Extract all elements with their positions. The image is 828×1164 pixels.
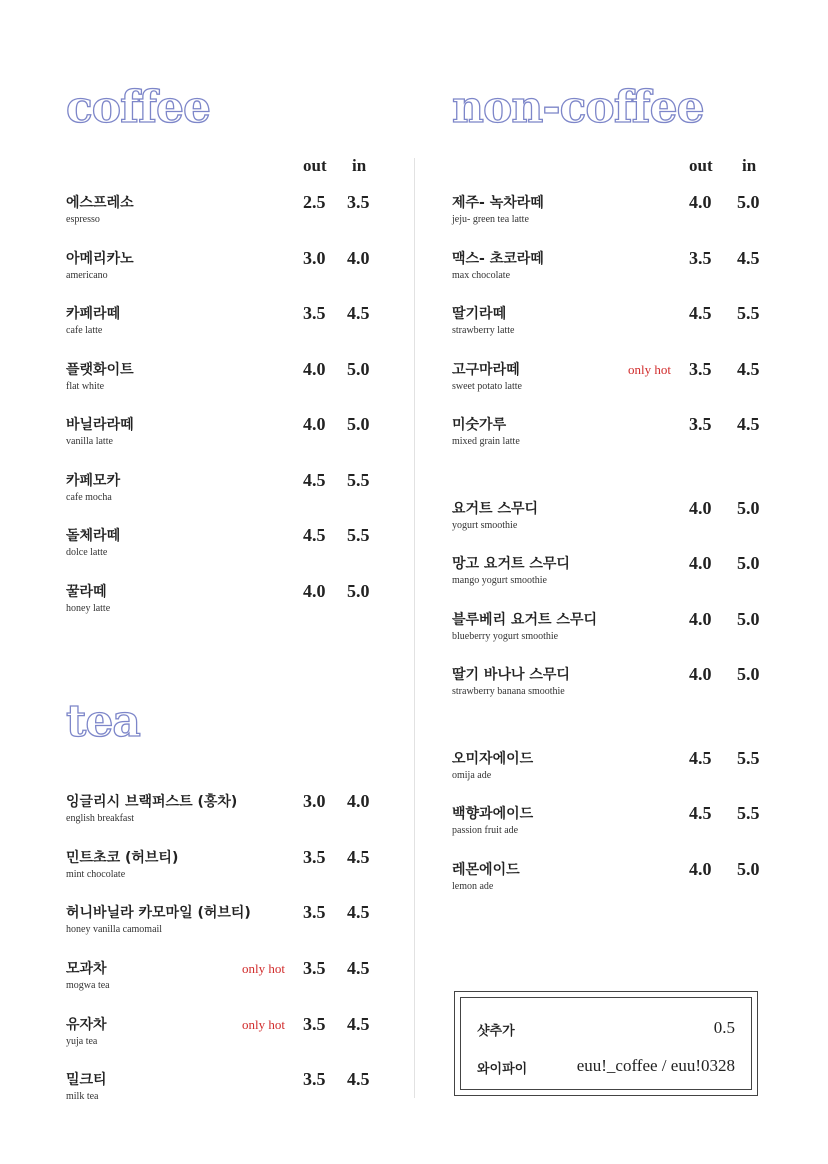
price-in: 5.0 xyxy=(737,664,760,684)
column-divider xyxy=(414,158,415,1098)
item-name-ko: 플랫화이트 xyxy=(66,362,134,378)
price-in: 5.0 xyxy=(737,192,760,212)
menu-item xyxy=(66,470,376,514)
item-name-ko: 카페모카 xyxy=(66,473,121,489)
menu-item xyxy=(66,581,376,625)
price-in: 3.5 xyxy=(347,192,370,212)
item-name-en: omija ade xyxy=(452,770,492,781)
coffee-in-header: in xyxy=(352,156,367,175)
wifi-row xyxy=(477,1056,735,1076)
item-name-ko: 꿀라떼 xyxy=(66,584,107,600)
price-in: 4.0 xyxy=(347,248,370,268)
item-name-en: dolce latte xyxy=(66,547,108,558)
price-in: 4.5 xyxy=(347,1014,370,1034)
item-name-ko: 카페라떼 xyxy=(66,306,121,322)
menu-item xyxy=(66,525,376,569)
item-name-ko: 고구마라떼 xyxy=(452,362,520,378)
item-name-ko: 요거트 스무디 xyxy=(452,501,539,517)
menu-item xyxy=(66,192,376,236)
price-in: 5.5 xyxy=(737,748,760,768)
item-name-en: milk tea xyxy=(66,1091,99,1102)
item-name-ko: 잉글리시 브랙퍼스트 (홍차) xyxy=(66,794,238,810)
item-name-ko: 허니바닐라 카모마일 (허브티) xyxy=(66,905,251,921)
menu-item xyxy=(66,902,376,946)
price-in: 4.5 xyxy=(347,847,370,867)
price-in: 5.0 xyxy=(737,553,760,573)
price-out: 3.0 xyxy=(303,791,326,811)
item-name-en: yuja tea xyxy=(66,1036,98,1047)
price-in: 5.0 xyxy=(737,609,760,629)
menu-item xyxy=(452,498,772,542)
item-name-en: max chocolate xyxy=(452,270,511,281)
item-name-ko: 백향과에이드 xyxy=(452,806,534,822)
price-out: 3.5 xyxy=(303,303,326,323)
menu-item xyxy=(452,553,772,597)
price-in: 4.5 xyxy=(347,1069,370,1089)
price-out: 4.5 xyxy=(689,303,712,323)
item-name-en: mint chocolate xyxy=(66,869,126,880)
menu-item xyxy=(66,248,376,292)
item-name-en: mixed grain latte xyxy=(452,436,520,447)
item-name-ko: 바닐라라떼 xyxy=(66,417,134,433)
menu-item xyxy=(452,303,772,347)
item-name-en: strawberry latte xyxy=(452,325,515,336)
item-name-en: mango yogurt smoothie xyxy=(452,575,547,586)
item-name-en: honey vanilla camomail xyxy=(66,924,163,935)
price-out: 4.0 xyxy=(689,192,712,212)
price-out: 4.0 xyxy=(303,581,326,601)
price-in: 5.0 xyxy=(347,359,370,379)
menu-item xyxy=(66,1014,376,1058)
price-in: 5.0 xyxy=(347,414,370,434)
menu-item xyxy=(66,958,376,1002)
wifi-label: 와이파이 xyxy=(477,1062,528,1077)
price-out: 3.5 xyxy=(303,1014,326,1034)
menu-item xyxy=(66,414,376,458)
price-out: 3.5 xyxy=(303,958,326,978)
menu-item xyxy=(66,303,376,347)
noncoffee-in-header: in xyxy=(742,156,757,175)
item-name-en: americano xyxy=(66,270,108,281)
price-out: 4.5 xyxy=(689,803,712,823)
menu-item xyxy=(452,414,772,458)
price-in: 5.0 xyxy=(737,859,760,879)
menu-item xyxy=(66,359,376,403)
only-hot-note: only hot xyxy=(242,961,285,976)
price-out: 4.0 xyxy=(303,414,326,434)
item-name-ko: 돌체라떼 xyxy=(66,528,121,544)
menu-item xyxy=(452,609,772,653)
item-name-en: english breakfast xyxy=(66,813,135,824)
price-in: 5.0 xyxy=(347,581,370,601)
shot-price: 0.5 xyxy=(713,1018,735,1037)
item-name-en: sweet potato latte xyxy=(452,381,522,392)
price-out: 4.0 xyxy=(689,498,712,518)
item-name-en: blueberry yogurt smoothie xyxy=(452,631,559,642)
price-in: 4.5 xyxy=(347,902,370,922)
item-name-ko: 모과차 xyxy=(66,961,107,977)
price-in: 4.5 xyxy=(737,414,760,434)
price-out: 4.0 xyxy=(689,664,712,684)
menu-item xyxy=(66,1069,376,1113)
item-name-en: strawberry banana smoothie xyxy=(452,686,565,697)
price-out: 4.5 xyxy=(303,525,326,545)
shot-row xyxy=(477,1018,735,1038)
item-name-ko: 레몬에이드 xyxy=(452,862,520,878)
item-name-ko: 아메리카노 xyxy=(66,251,134,267)
menu-item xyxy=(452,748,772,792)
item-name-en: lemon ade xyxy=(452,881,494,892)
item-name-en: flat white xyxy=(66,381,105,392)
price-out: 4.5 xyxy=(689,748,712,768)
item-name-ko: 미숫가루 xyxy=(452,417,507,433)
menu-item xyxy=(452,359,772,403)
item-name-ko: 오미자에이드 xyxy=(452,751,534,767)
item-name-ko: 블루베리 요거트 스무디 xyxy=(452,612,597,628)
price-out: 3.5 xyxy=(303,847,326,867)
price-out: 2.5 xyxy=(303,192,326,212)
item-name-ko: 딸기 바나나 스무디 xyxy=(452,667,570,683)
tea-section-title: tea xyxy=(66,696,140,747)
item-name-ko: 유자차 xyxy=(66,1017,107,1033)
shot-label: 샷추가 xyxy=(477,1024,515,1039)
item-name-en: vanilla latte xyxy=(66,436,113,447)
item-name-en: cafe latte xyxy=(66,325,103,336)
info-box xyxy=(454,991,758,1096)
price-out: 3.5 xyxy=(689,248,712,268)
menu-item xyxy=(66,791,376,835)
item-name-ko: 망고 요거트 스무디 xyxy=(452,556,570,572)
item-name-en: jeju- green tea latte xyxy=(452,214,529,225)
price-in: 5.0 xyxy=(737,498,760,518)
item-name-en: passion fruit ade xyxy=(452,825,519,836)
price-in: 4.0 xyxy=(347,791,370,811)
price-out: 4.5 xyxy=(303,470,326,490)
item-name-en: yogurt smoothie xyxy=(452,520,518,531)
price-in: 5.5 xyxy=(737,303,760,323)
noncoffee-section-title: non-coffee xyxy=(452,82,704,133)
price-out: 4.0 xyxy=(689,859,712,879)
price-in: 4.5 xyxy=(737,248,760,268)
price-in: 5.5 xyxy=(347,470,370,490)
info-box-inner-border xyxy=(460,997,752,1090)
price-out: 3.5 xyxy=(689,359,712,379)
price-in: 5.5 xyxy=(737,803,760,823)
price-out: 4.0 xyxy=(689,553,712,573)
coffee-section-title: coffee xyxy=(66,82,210,133)
only-hot-note: only hot xyxy=(628,362,671,377)
price-out: 4.0 xyxy=(303,359,326,379)
menu-item xyxy=(452,803,772,847)
item-name-en: espresso xyxy=(66,214,100,225)
price-out: 3.0 xyxy=(303,248,326,268)
noncoffee-out-header: out xyxy=(689,156,713,175)
menu-item xyxy=(452,859,772,903)
price-out: 3.5 xyxy=(303,1069,326,1089)
only-hot-note: only hot xyxy=(242,1017,285,1032)
menu-item xyxy=(452,248,772,292)
wifi-credentials: euu!_coffee / euu!0328 xyxy=(576,1056,735,1075)
coffee-out-header: out xyxy=(303,156,327,175)
item-name-en: honey latte xyxy=(66,603,111,614)
item-name-ko: 제주- 녹차라떼 xyxy=(452,195,544,211)
item-name-ko: 민트초코 (허브티) xyxy=(66,850,179,866)
item-name-ko: 딸기라떼 xyxy=(452,306,507,322)
item-name-ko: 맥스- 초코라떼 xyxy=(452,251,544,267)
price-in: 4.5 xyxy=(347,958,370,978)
item-name-en: cafe mocha xyxy=(66,492,112,503)
price-in: 5.5 xyxy=(347,525,370,545)
price-in: 4.5 xyxy=(347,303,370,323)
item-name-ko: 에스프레소 xyxy=(66,195,134,211)
menu-item xyxy=(452,192,772,236)
price-in: 4.5 xyxy=(737,359,760,379)
menu-item xyxy=(66,847,376,891)
price-out: 3.5 xyxy=(689,414,712,434)
price-out: 3.5 xyxy=(303,902,326,922)
item-name-en: mogwa tea xyxy=(66,980,110,991)
menu-item xyxy=(452,664,772,708)
item-name-ko: 밀크티 xyxy=(66,1072,107,1088)
price-out: 4.0 xyxy=(689,609,712,629)
